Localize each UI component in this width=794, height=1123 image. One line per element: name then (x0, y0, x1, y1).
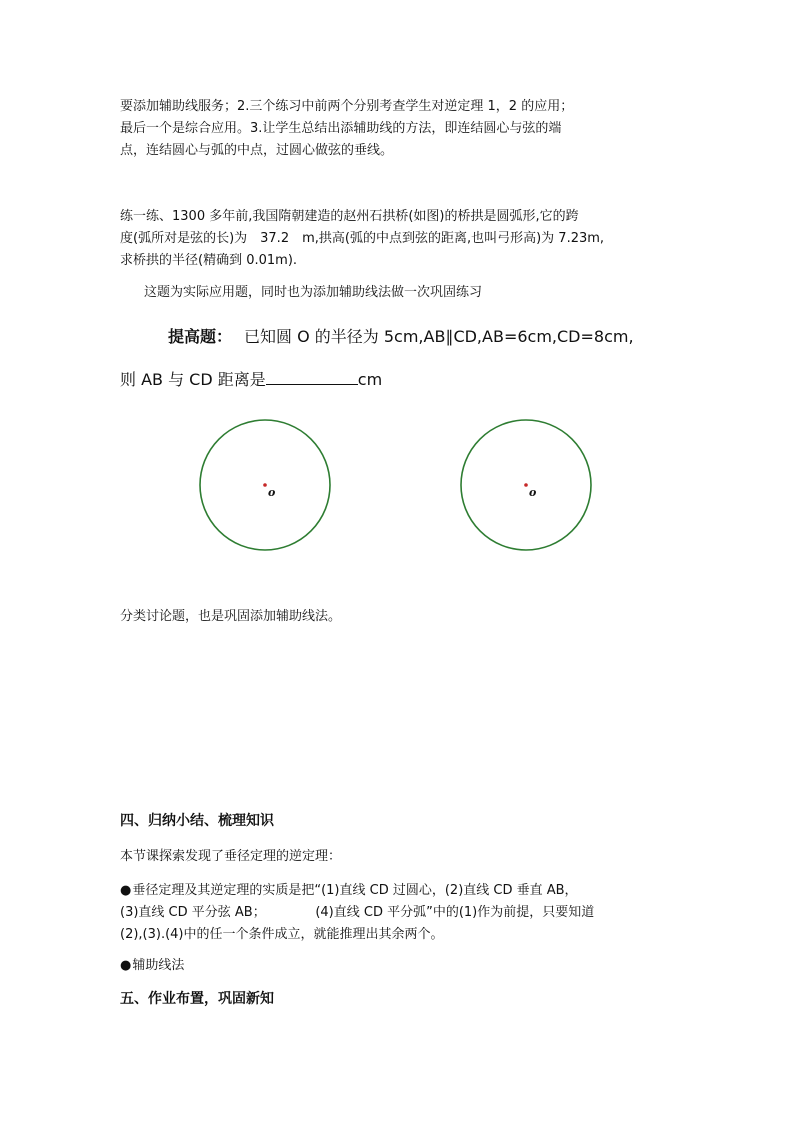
advanced-problem (120, 325, 720, 349)
section4-title: 四、归纳小结、梳理知识 (120, 813, 274, 829)
intro-line-1: 要添加辅助线服务；2.三个练习中前两个分别考查学生对逆定理 1，2 的应用； (120, 99, 574, 114)
center-dot-left (263, 483, 267, 487)
discussion-text: 分类讨论题，也是巩固添加辅助线法。 (120, 609, 342, 624)
bullet-icon: ● (120, 883, 132, 898)
center-label-right: o (529, 486, 537, 499)
bullet1-line-3: (2),(3).(4)中的任一个条件成立，就能推理出其余两个。 (120, 927, 444, 942)
section4-bullet-1 (120, 880, 680, 946)
center-label-left: o (268, 486, 276, 499)
section5-title: 五、作业布置，巩固新知 (120, 991, 274, 1007)
practice-note: 这题为实际应用题，同时也为添加辅助线法做一次巩固练习 (144, 285, 483, 300)
answer-blank (266, 370, 358, 385)
intro-line-3: 点，连结圆心与弧的中点，过圆心做弦的垂线。 (120, 143, 394, 158)
section4-bullet-2 (120, 955, 680, 977)
bullet1-line-1: 垂径定理及其逆定理的实质是把“(1)直线 CD 过圆心，(2)直线 CD 垂直 AB， (132, 883, 578, 898)
bullet2-text: 辅助线法 (132, 958, 185, 973)
intro-line-2: 最后一个是综合应用。3.让学生总结出添辅助线的方法，即连结圆心与弦的端 (120, 121, 562, 136)
intro-paragraph (120, 96, 680, 162)
advanced-question (120, 368, 680, 392)
practice-line-2: 度(弧所对是弦的长)为 37.2 m,拱高(弧的中点到弦的距离,也叫弓形高)为 7.23m, (120, 231, 605, 246)
circles-figure (0, 400, 794, 570)
section4-intro: 本节课探索发现了垂径定理的逆定理： (120, 849, 342, 864)
practice-paragraph (120, 206, 680, 272)
advanced-title: 提高题： (168, 327, 233, 346)
bullet-icon: ● (120, 958, 132, 973)
center-dot-right (524, 483, 528, 487)
practice-line-3: 求桥拱的半径(精确到 0.01m). (120, 253, 298, 268)
bullet1-line-2: (3)直线 CD 平分弦 AB； (4)直线 CD 平分弧”中的(1)作为前提，只要知道 (120, 905, 595, 920)
advanced-question-prefix: 则 AB 与 CD 距离是 (120, 370, 266, 389)
practice-line-1: 练一练、1300 多年前,我国隋朝建造的赵州石拱桥(如图)的桥拱是圆弧形,它的跨 (120, 209, 579, 224)
advanced-text: 已知圆 O 的半径为 5cm,AB∥CD,AB=6cm,CD=8cm, (244, 327, 634, 346)
advanced-question-suffix: cm (357, 370, 383, 389)
